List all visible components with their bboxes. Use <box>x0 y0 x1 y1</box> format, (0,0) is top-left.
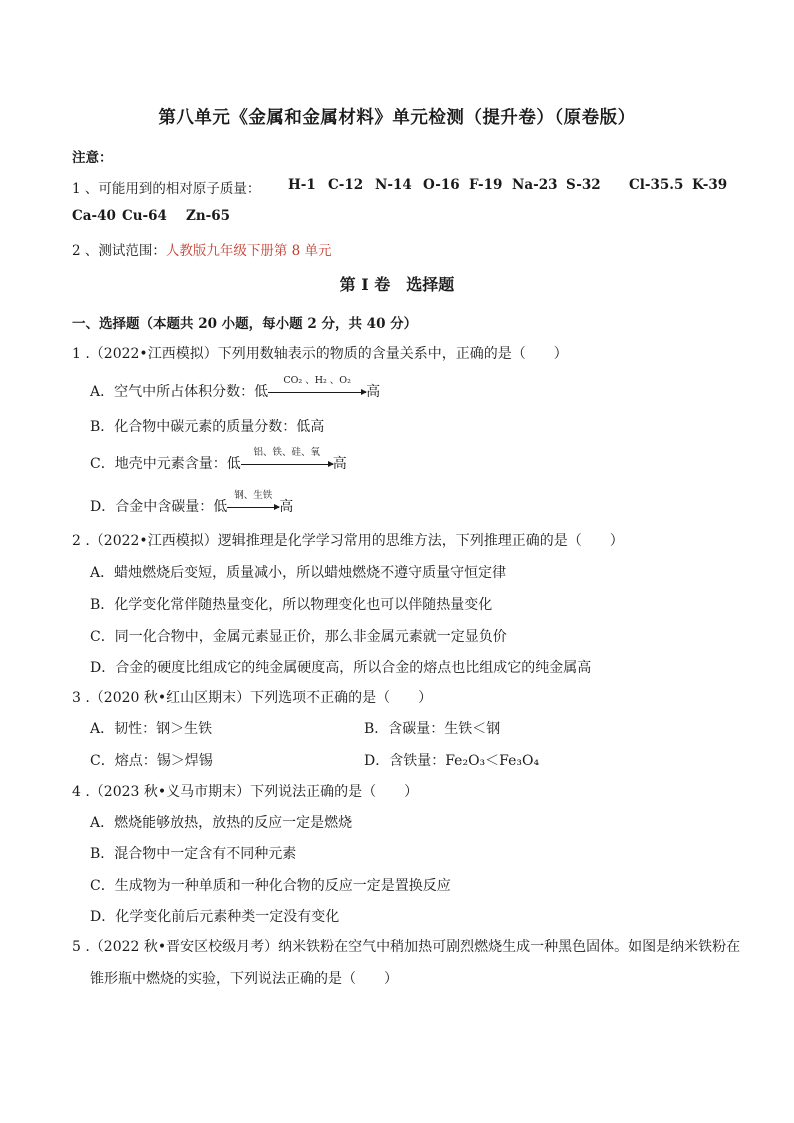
q1-option-c <box>90 447 347 473</box>
q4-option-c: C．生成物为一种单质和一种化合物的反应一定是置换反应 <box>90 878 451 894</box>
section-title: 第 I 卷 选择题 <box>339 275 455 294</box>
q1-option-a <box>90 375 381 401</box>
mass-k: K-39 <box>692 177 728 193</box>
q1-a-arrow-label: CO₂ 、H₂ 、O₂ <box>283 375 351 386</box>
q1-stem: 1 .（2022•江西模拟）下列用数轴表示的物质的含量关系中，正确的是（ ） <box>72 346 568 362</box>
q3-option-d <box>364 750 539 770</box>
q1-c-arrow <box>241 447 333 472</box>
q2-stem: 2 .（2022•江西模拟）逻辑推理是化学学习常用的思维方法，下列推理正确的是（ ） <box>72 533 624 549</box>
arrow-right-icon <box>241 464 333 465</box>
mass-zn: Zn-65 <box>186 208 231 224</box>
mass-h: H-1 <box>288 177 316 193</box>
q1-c-arrow-label: 铝、铁、硅、氧 <box>253 447 320 458</box>
q2-option-a: A．蜡烛燃烧后变短，质量减小，所以蜡烛燃烧不遵守质量守恒定律 <box>90 565 507 581</box>
mass-f: F-19 <box>469 177 503 193</box>
q1-a-arrow <box>268 375 366 400</box>
q3-option-c: C．熔点：锡＞焊锡 <box>90 753 213 769</box>
q4-option-a: A．燃烧能够放热，放热的反应一定是燃烧 <box>90 815 353 831</box>
arrow-right-icon <box>268 392 366 393</box>
q1-option-d <box>90 490 294 516</box>
mass-s: S-32 <box>566 177 601 193</box>
mass-cl: Cl-35.5 <box>629 177 684 193</box>
q3-stem: 3 .（2020 秋•红山区期末）下列选项不正确的是（ ） <box>72 690 433 706</box>
test-range: 人教版九年级下册第 8 单元 <box>165 243 332 259</box>
q2-option-d: D．合金的硬度比组成它的纯金属硬度高，所以合金的熔点也比组成它的纯金属高 <box>90 660 592 676</box>
q1-c-suffix: 高 <box>332 456 347 472</box>
q1-a-suffix: 高 <box>366 384 381 400</box>
part-heading: 一、选择题（本题共 20 小题，每小题 2 分，共 40 分） <box>72 316 418 332</box>
q3-d-formula: Fe₂O₃＜Fe₃O₄ <box>445 753 540 769</box>
arrow-right-icon <box>227 507 279 508</box>
notice-line-1 <box>72 177 728 197</box>
q4-option-b: B．混合物中一定含有不同种元素 <box>90 846 297 862</box>
mass-ca: Ca-40 <box>72 208 116 224</box>
q1-d-arrow-label: 钢、生铁 <box>234 490 273 501</box>
mass-na: Na-23 <box>512 177 558 193</box>
q3-option-a: A．韧性：钢＞生铁 <box>90 721 213 737</box>
q5-stem-line-2: 锥形瓶中燃烧的实验，下列说法正确的是（ ） <box>90 971 398 987</box>
q1-option-b: B．化合物中碳元素的质量分数：低高 <box>90 419 325 435</box>
q3-option-b: B．含碳量：生铁＜钢 <box>364 721 501 737</box>
q5-stem-line-1: 5 .（2022 秋•晋安区校级月考）纳米铁粉在空气中稍加热可剧烈燃烧生成一种黑色固体。如图是纳米铁粉在 <box>72 939 741 955</box>
page-title: 第八单元《金属和金属材料》单元检测（提升卷）（原卷版） <box>158 108 636 128</box>
notice-line-2 <box>72 239 332 259</box>
notice-masses-row-2 <box>72 208 231 224</box>
notice-label: 注意： <box>72 150 113 166</box>
mass-n: N-14 <box>375 177 412 193</box>
q4-option-d: D．化学变化前后元素种类一定没有变化 <box>90 909 340 925</box>
notice-line-1-prefix: 1 、可能用到的相对原子质量： <box>72 181 261 197</box>
q1-d-arrow <box>227 490 279 515</box>
mass-c: C-12 <box>328 177 364 193</box>
q1-c-prefix: C．地壳中元素含量：低 <box>90 456 241 472</box>
q2-option-b: B．化学变化常伴随热量变化，所以物理变化也可以伴随热量变化 <box>90 597 493 613</box>
q1-d-suffix: 高 <box>279 499 294 515</box>
mass-o: O-16 <box>423 177 460 193</box>
q1-d-prefix: D．合金中含碳量：低 <box>90 499 228 515</box>
q1-a-prefix: A．空气中所占体积分数：低 <box>90 384 269 400</box>
q3-d-prefix: D．含铁量： <box>364 753 446 769</box>
q2-option-c: C．同一化合物中，金属元素显正价，那么非金属元素就一定显负价 <box>90 629 507 645</box>
mass-cu: Cu-64 <box>122 208 167 224</box>
notice-line-2-prefix: 2 、测试范围： <box>72 243 166 259</box>
q4-stem: 4 .（2023 秋•义马市期末）下列说法正确的是（ ） <box>72 784 419 800</box>
